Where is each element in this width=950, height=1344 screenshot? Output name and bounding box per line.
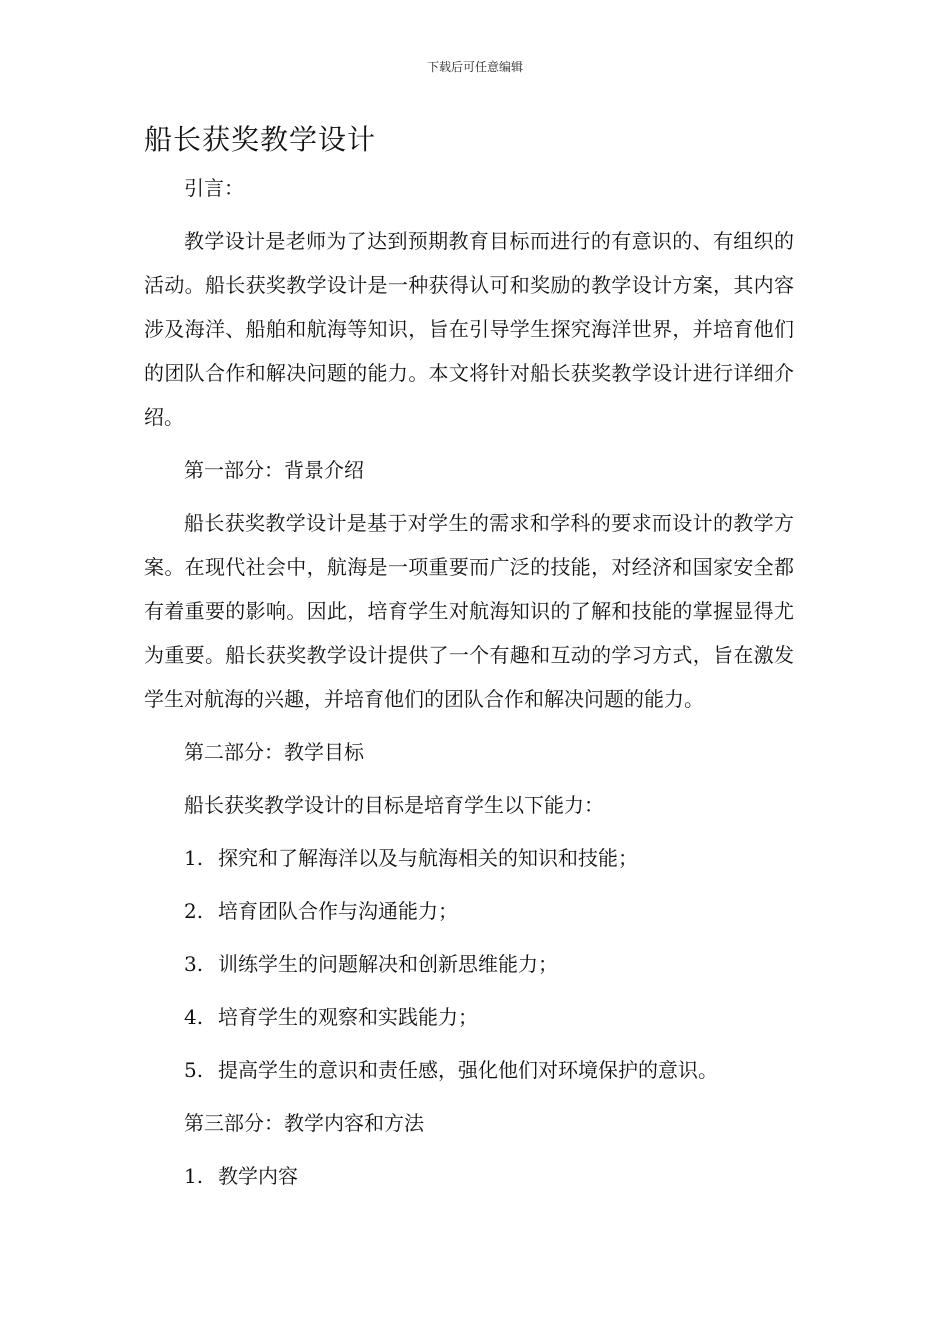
part2-lead: 船长获奖教学设计的目标是培育学生以下能力：: [184, 793, 604, 817]
goal-number: 3.: [184, 952, 204, 976]
document-title: 船长获奖教学设计: [144, 123, 377, 156]
content-item: [144, 1154, 794, 1198]
goal-number: 5.: [184, 1058, 204, 1082]
goal-text: 探究和了解海洋以及与航海相关的知识和技能；: [218, 846, 638, 870]
goal-item: [144, 1048, 794, 1092]
intro-paragraph: 教学设计是老师为了达到预期教育目标而进行的有意识的、有组织的活动。船长获奖教学设计是一种获得认可和奖励的教学设计方案，其内容涉及海洋、船舶和航海等知识，旨在引导学生探究海洋世界，并培育他们的团队合作和解决问题的能力。本文将针对船长获奖教学设计进行详细介绍。: [144, 229, 794, 429]
goal-item: [144, 942, 794, 986]
goal-text: 训练学生的问题解决和创新思维能力；: [218, 952, 558, 976]
goal-text: 培育学生的观察和实践能力；: [218, 1005, 478, 1029]
goal-text: 提高学生的意识和责任感，强化他们对环境保护的意识。: [218, 1058, 718, 1082]
document-body: [144, 166, 794, 1207]
part2-heading: 第二部分：教学目标: [184, 740, 364, 764]
content-item-text: 教学内容: [218, 1164, 298, 1188]
goal-number: 2.: [184, 899, 204, 923]
goal-text: 培育团队合作与沟通能力；: [218, 899, 458, 923]
goal-item: [144, 836, 794, 880]
part1-paragraph: 船长获奖教学设计是基于对学生的需求和学科的要求而设计的教学方案。在现代社会中，航海是一项重要而广泛的技能，对经济和国家安全都有着重要的影响。因此，培育学生对航海知识的了解和技能的掌握显得尤为重要。船长获奖教学设计提供了一个有趣和互动的学习方式，旨在激发学生对航海的兴趣，并培育他们的团队合作和解决问题的能力。: [144, 511, 794, 711]
goal-item: [144, 995, 794, 1039]
header-note: 下载后可任意编辑: [426, 60, 523, 74]
intro-heading: 引言：: [184, 176, 244, 200]
part3-heading: 第三部分：教学内容和方法: [184, 1111, 424, 1135]
goal-number: 4.: [184, 1005, 204, 1029]
part1-heading: 第一部分：背景介绍: [184, 458, 364, 482]
goal-number: 1.: [184, 846, 204, 870]
goal-item: [144, 889, 794, 933]
content-item-number: 1.: [184, 1164, 204, 1188]
